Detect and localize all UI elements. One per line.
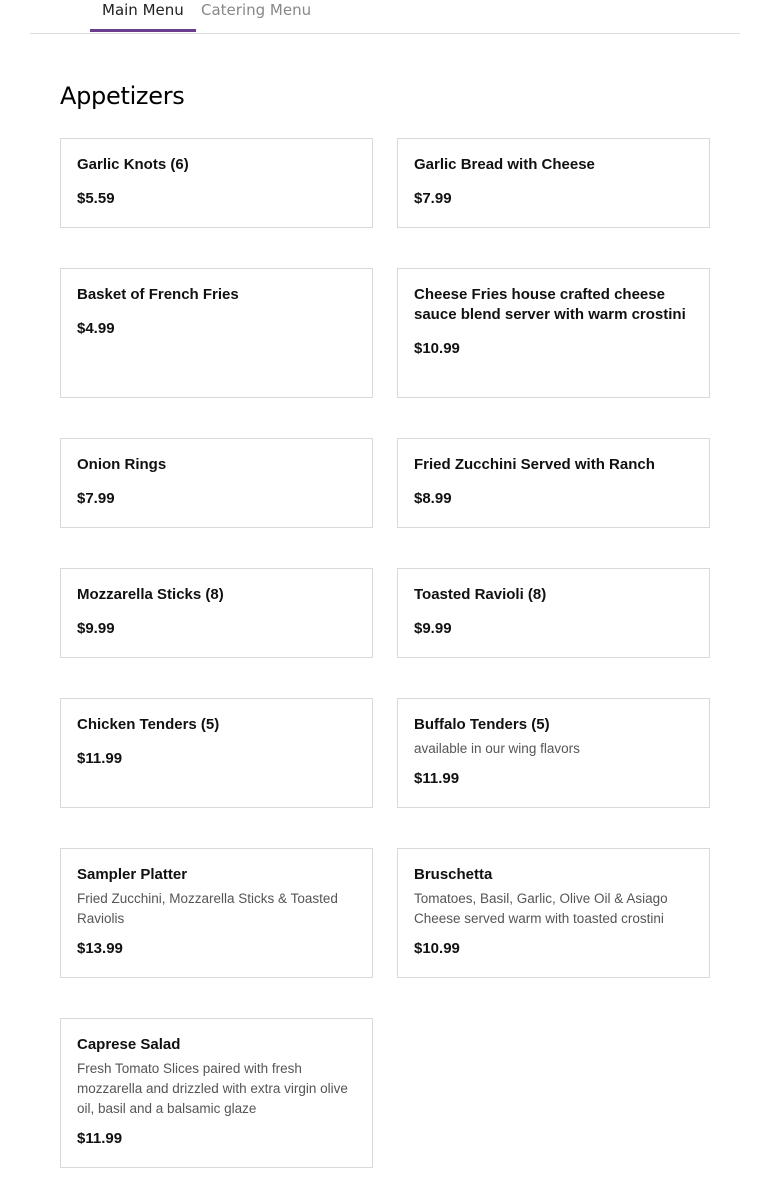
- menu-item-name: Basket of French Fries: [77, 286, 239, 303]
- menu-item-name: Cheese Fries house crafted cheese sauce blend server with warm crostini: [414, 286, 686, 323]
- menu-item-name: Onion Rings: [77, 456, 167, 473]
- menu-item-price: $11.99: [77, 1130, 123, 1147]
- tab-catering-menu[interactable]: Catering Menu: [201, 1, 312, 19]
- menu-item-price: $13.99: [77, 940, 123, 957]
- menu-item-card[interactable]: [397, 848, 710, 978]
- menu-item-name: Caprese Salad: [77, 1036, 181, 1053]
- menu-tabs: [30, 0, 740, 34]
- section-title: Appetizers: [60, 82, 185, 110]
- menu-item-card[interactable]: [60, 438, 373, 528]
- menu-item-card[interactable]: [397, 568, 710, 658]
- menu-item-name: Chicken Tenders (5): [77, 716, 220, 733]
- menu-item-price: $7.99: [77, 490, 115, 507]
- menu-item-card[interactable]: [60, 848, 373, 978]
- menu-item-card[interactable]: [60, 698, 373, 808]
- tab-main-menu[interactable]: Main Menu: [90, 0, 196, 32]
- menu-item-description: Fried Zucchini, Mozzarella Sticks & Toasted Raviolis: [77, 891, 338, 926]
- menu-item-price: $10.99: [414, 940, 460, 957]
- menu-item-card[interactable]: [60, 1018, 373, 1168]
- menu-item-price: $11.99: [414, 770, 460, 787]
- menu-item-price: $7.99: [414, 190, 452, 207]
- menu-item-description: available in our wing flavors: [414, 741, 580, 756]
- menu-item-price: $8.99: [414, 490, 452, 507]
- menu-item-name: Mozzarella Sticks (8): [77, 586, 224, 603]
- menu-item-card[interactable]: [60, 268, 373, 398]
- menu-item-card[interactable]: [397, 138, 710, 228]
- menu-item-card[interactable]: [60, 138, 373, 228]
- menu-item-card[interactable]: [397, 438, 710, 528]
- menu-item-card[interactable]: [60, 568, 373, 658]
- menu-item-price: $11.99: [77, 750, 123, 767]
- menu-item-name: Toasted Ravioli (8): [414, 586, 547, 603]
- menu-item-price: $10.99: [414, 340, 460, 357]
- menu-item-name: Buffalo Tenders (5): [414, 716, 550, 733]
- menu-item-card[interactable]: [397, 698, 710, 808]
- menu-item-name: Sampler Platter: [77, 866, 188, 883]
- menu-item-price: $5.59: [77, 190, 115, 207]
- menu-item-price: $9.99: [77, 620, 115, 637]
- menu-item-name: Garlic Bread with Cheese: [414, 156, 595, 173]
- menu-item-name: Bruschetta: [414, 866, 493, 883]
- menu-item-description: Tomatoes, Basil, Garlic, Olive Oil & Asiago Cheese served warm with toasted crostini: [414, 891, 668, 926]
- menu-item-price: $4.99: [77, 320, 115, 337]
- menu-item-description: Fresh Tomato Slices paired with fresh mozzarella and drizzled with extra virgin olive oil, basil and a balsamic glaze: [77, 1061, 348, 1116]
- menu-item-card[interactable]: [397, 268, 710, 398]
- menu-item-name: Garlic Knots (6): [77, 156, 189, 173]
- menu-item-price: $9.99: [414, 620, 452, 637]
- menu-item-name: Fried Zucchini Served with Ranch: [414, 456, 655, 473]
